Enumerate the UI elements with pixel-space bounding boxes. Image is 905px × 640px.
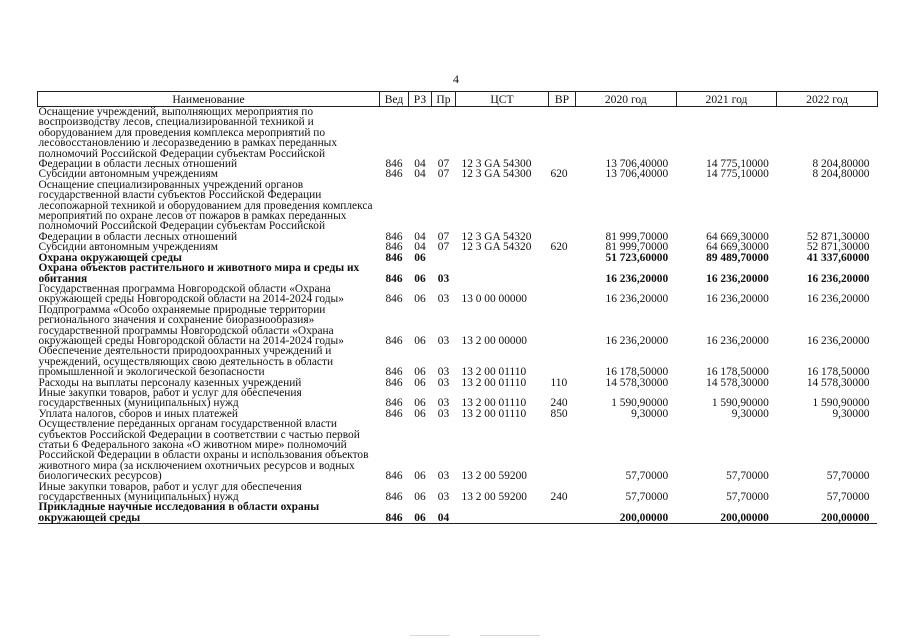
table-row [38,388,878,409]
row-pr-cell: 07 [437,168,450,181]
row-2021-cell: 9,30000 [731,407,769,420]
row-name-cell: Осуществление переданных органам государственной власти субъектов Российской Федерации в соответствии с частью первой статьи 6 Федерального закона «О животном мире» полномочий Российской Федерации в области охраны и использования объектов животного мира (за исключением охотничьих ресурсов и водных биологических ресурсов) [38,418,369,483]
row-ved-cell: 846 [385,397,403,410]
budget-table [37,91,878,524]
row-rz-cell: 04 [414,241,426,254]
row-pr-cell: 03 [437,293,450,306]
row-ved-cell: 846 [385,241,403,254]
row-rz-cell: 06 [414,272,426,285]
row-ved-cell: 846 [385,491,403,504]
row-2020-cell: 81 999,70000 [605,241,669,254]
row-2020-cell: 200,00000 [576,502,677,523]
row-2021-cell: 16 236,20000 [706,293,769,306]
row-ved-cell: 846 [385,407,403,420]
row-pr-cell: 03 [437,407,450,420]
header-rz: РЗ [409,92,432,107]
row-pr-cell: 03 [437,491,450,504]
row-2022-cell: 52 871,30000 [806,241,870,254]
row-2021-cell: 16 236,20000 [706,272,769,285]
row-2020-cell: 13 706,40000 [605,158,669,171]
row-2022-cell: 8 204,80000 [812,158,870,171]
row-cst-cell: 13 2 00 01110 [461,376,527,389]
row-ved-cell: 846 [385,293,403,306]
table-row [38,502,878,523]
row-2022-cell: 41 337,60000 [806,251,870,264]
header-cst: ЦСТ [456,92,549,107]
row-2022-cell: 14 578,30000 [806,376,870,389]
row-2021-cell: 64 669,30000 [706,241,769,254]
row-pr-cell: 04 [432,502,456,523]
row-2021-cell: 57,70000 [726,470,769,483]
row-name-cell: Расходы на выплаты персоналу казенных учреждений [38,376,302,389]
header-pr: Пр [432,92,456,107]
row-vr-cell: 110 [550,376,568,389]
table-row [38,305,878,347]
row-vr-cell: 240 [550,491,568,504]
row-rz-cell: 06 [414,376,426,389]
row-rz-cell: 06 [414,407,426,420]
row-pr-cell: 03 [437,397,450,410]
row-name-cell: Охрана объектов растительного и животного мира и среды их обитания [38,262,360,285]
row-2020-cell: 16 236,20000 [605,334,669,347]
row-rz-cell: 04 [414,168,426,181]
row-2021-cell: 1 590,90000 [711,397,769,410]
row-2022-cell: 52 871,30000 [806,230,870,243]
row-2020-cell: 13 706,40000 [605,168,669,181]
row-pr-cell: 03 [437,366,450,379]
page-number: 4 [453,72,459,86]
row-vr-cell: 240 [550,397,568,410]
row-2020-cell: 57,70000 [625,491,669,504]
row-name-cell: Государственная программа Новгородской области «Охрана окружающей среды Новгородской области на 2014-2024 годы» [38,282,344,306]
row-name-cell: Прикладные научные исследования в области охраны окружающей среды [38,502,380,523]
row-2020-cell: 57,70000 [625,470,669,483]
header-ved: Вед [380,92,409,107]
row-2021-cell: 14 775,10000 [706,158,769,171]
row-ved-cell: 846 [385,366,403,379]
row-vr-cell [549,180,576,242]
row-cst-cell [456,502,549,523]
row-2021-cell: 57,70000 [726,491,769,504]
row-pr-cell: 03 [437,272,450,285]
table-row [38,284,878,305]
row-2022-cell: 57,70000 [826,470,870,483]
row-ved-cell: 846 [385,334,403,347]
row-cst-cell: 12 3 GA 54300 [461,158,532,171]
row-name-cell: Уплата налогов, сборов и иных платежей [38,407,238,420]
row-rz-cell: 04 [414,158,426,171]
row-vr-cell [549,419,576,481]
row-pr-cell: 07 [437,158,450,171]
row-2021-cell: 14 775,10000 [706,168,769,181]
row-ved-cell: 846 [385,230,403,243]
row-ved-cell: 846 [385,168,403,181]
row-2022-cell: 16 236,20000 [806,293,870,306]
row-rz-cell: 06 [414,334,426,347]
row-2022-cell: 8 204,80000 [812,168,870,181]
scan-artifact [410,635,450,636]
row-cst-cell: 13 2 00 00000 [461,334,527,347]
row-name-cell: Оснащение специализированных учреждений органов государственной власти субъектов Российской Федерации лесопожарной техникой и оборудованием для проведения комплекса мероприятий по охране лесов от пожаров в рамках переданных полномочий Российской Федерации субъектам Российской Федерации в области лесных отношений [38,178,373,243]
row-rz-cell: 06 [414,470,426,483]
header-2020: 2020 год [576,92,677,107]
row-vr-cell [549,107,576,170]
row-2020-cell: 51 723,60000 [605,251,669,264]
row-pr-cell: 03 [437,470,450,483]
row-pr-cell [432,253,456,263]
row-2021-cell: 16 178,50000 [706,366,769,379]
row-rz-cell: 06 [414,366,426,379]
row-2022-cell: 16 236,20000 [806,334,870,347]
scan-artifact [480,635,540,636]
row-2020-cell: 1 590,90000 [611,397,669,410]
header-2021: 2021 год [676,92,777,107]
row-cst-cell: 13 2 00 01110 [461,397,527,410]
row-cst-cell: 13 2 00 01110 [461,366,527,379]
row-name-cell: Подпрограмма «Особо охраняемые природные территории регионального значения и сохранение биоразнообразия» государственной программы Новгородской области «Охрана окружающей среды Новгородской области на 2014-2024 годы» [38,303,344,347]
row-name-cell: Охрана окружающей среды [38,251,182,264]
row-vr-cell: 620 [550,168,568,181]
row-2021-cell: 89 489,70000 [706,251,769,264]
row-cst-cell: 12 3 GA 54320 [461,241,532,254]
row-name-cell: Иные закупки товаров, работ и услуг для обеспечения государственных (муниципальных) нужд [38,386,302,410]
table-row [38,107,878,170]
row-vr-cell: 850 [550,407,568,420]
table-row [38,482,878,503]
header-2022: 2022 год [777,92,878,107]
row-2022-cell: 1 590,90000 [812,397,870,410]
header-name: Наименование [38,92,380,107]
row-name-cell: Субсидии автономным учреждениям [38,168,218,181]
row-ved-cell: 846 [385,158,403,171]
row-2020-cell: 14 578,30000 [605,376,669,389]
row-name-cell: Оснащение учреждений, выполняющих мероприятия по воспроизводству лесов, специализированной техникой и оборудованием для проведения комплекса мероприятий по лесовосстановлению и лесоразведению в рамках переданных полномочий Российской Федерации субъектам Российской Федерации в области лесных отношений [38,106,338,171]
row-rz-cell: 04 [414,230,426,243]
row-rz-cell: 06 [409,502,432,523]
row-cst-cell: 13 2 00 59200 [461,491,527,504]
row-rz-cell: 06 [414,491,426,504]
row-ved-cell: 846 [385,272,403,285]
row-2021-cell: 14 578,30000 [706,376,769,389]
row-vr-cell [549,502,576,523]
table-header-row [38,92,878,107]
table-row [38,419,878,481]
row-rz-cell: 06 [414,293,426,306]
row-pr-cell: 03 [437,334,450,347]
row-2020-cell: 16 178,50000 [605,366,669,379]
row-pr-cell: 07 [437,230,450,243]
row-2020-cell: 16 236,20000 [605,272,669,285]
row-cst-cell: 12 3 GA 54300 [461,168,532,181]
row-2021-cell: 16 236,20000 [706,334,769,347]
table-row [38,346,878,377]
row-cst-cell: 13 0 00 00000 [461,293,527,306]
row-rz-cell: 06 [414,251,426,264]
row-name-cell: Иные закупки товаров, работ и услуг для обеспечения государственных (муниципальных) нужд [38,480,302,504]
row-cst-cell [456,253,549,263]
table-body [38,107,878,524]
row-2022-cell: 16 178,50000 [806,366,870,379]
row-vr-cell: 620 [550,241,568,254]
row-ved-cell: 846 [385,251,403,264]
row-2022-cell: 200,00000 [777,502,878,523]
row-vr-cell [549,253,576,263]
header-vr: ВР [549,92,576,107]
row-name-cell: Обеспечение деятельности природоохранных учреждений и учреждений, осуществляющих свою деятельность в области промышленной и экологической безопасности [38,345,334,379]
row-ved-cell: 846 [385,376,403,389]
row-2021-cell: 200,00000 [676,502,777,523]
row-cst-cell: 13 2 00 01110 [461,407,527,420]
row-2022-cell: 9,30000 [832,407,870,420]
table-row [38,263,878,284]
row-vr-cell [549,305,576,347]
row-2022-cell: 57,70000 [826,491,870,504]
row-vr-cell [549,346,576,377]
row-pr-cell: 07 [437,241,450,254]
row-ved-cell: 846 [380,502,409,523]
row-2021-cell: 64 669,30000 [706,230,769,243]
row-pr-cell: 03 [437,376,450,389]
row-vr-cell [549,263,576,284]
row-2020-cell: 81 999,70000 [605,230,669,243]
row-2022-cell: 16 236,20000 [806,272,870,285]
row-name-cell: Субсидии автономным учреждениям [38,241,218,254]
row-cst-cell: 13 2 00 59200 [461,470,527,483]
row-vr-cell [549,284,576,305]
row-cst-cell [456,263,549,284]
row-2020-cell: 9,30000 [631,407,669,420]
row-ved-cell: 846 [385,470,403,483]
row-rz-cell: 06 [414,397,426,410]
row-cst-cell: 12 3 GA 54320 [461,230,532,243]
row-2020-cell: 16 236,20000 [605,293,669,306]
table-row [38,180,878,242]
